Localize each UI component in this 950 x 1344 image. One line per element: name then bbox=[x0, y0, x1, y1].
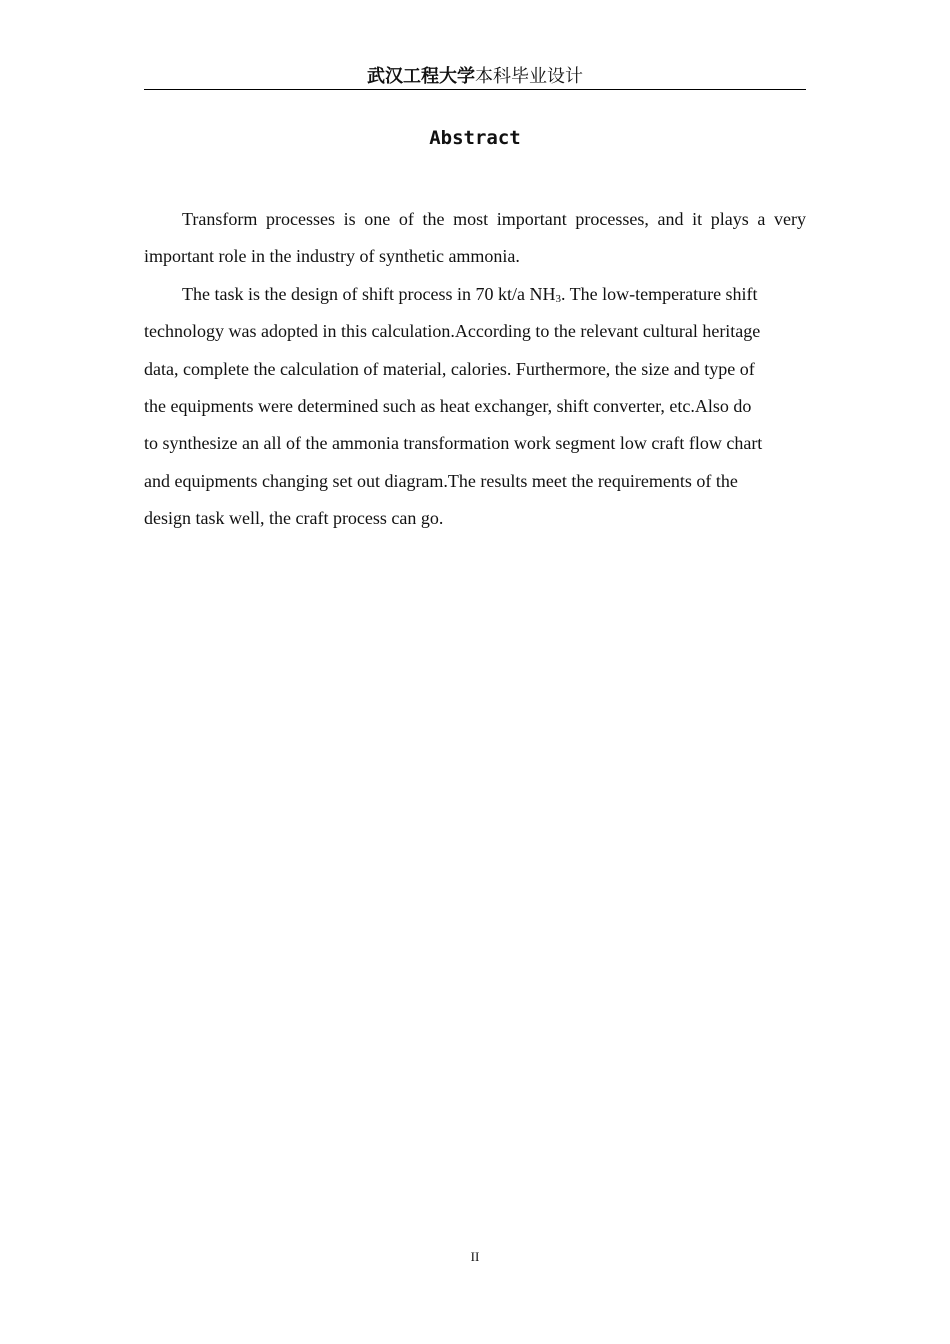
paragraph-2 bbox=[144, 276, 806, 538]
paragraph-1-line-1: Transform processes is one of the most important processes, and it plays a very bbox=[182, 209, 806, 229]
paragraph-2-line-7: design task well, the craft process can go. bbox=[144, 508, 444, 529]
paragraph-2-line-1-rest: . The low-temperature shift bbox=[560, 283, 758, 304]
nh3-subscript: 3 bbox=[555, 292, 561, 305]
paragraph-2-line-3: data, complete the calculation of material, calories. Furthermore, the size and type of bbox=[144, 358, 755, 379]
running-header bbox=[144, 64, 806, 90]
paragraph-2-line-4: the equipments were determined such as heat exchanger, shift converter, etc.Also do bbox=[144, 396, 752, 417]
paragraph-2-line-6: and equipments changing set out diagram.The results meet the requirements of the bbox=[144, 470, 738, 491]
paragraph-2-line-1-text: The task is the design of shift process in 70 kt/a NH bbox=[182, 283, 556, 304]
abstract-title: Abstract bbox=[429, 127, 521, 149]
paragraph-2-line-2: technology was adopted in this calculation.According to the relevant cultural heritage bbox=[144, 321, 761, 342]
abstract-body bbox=[144, 201, 806, 538]
paragraph-1-line-2: important role in the industry of synthetic ammonia. bbox=[144, 246, 520, 267]
paragraph-2-line-5: to synthesize an all of the ammonia transformation work segment low craft flow chart bbox=[144, 433, 763, 454]
page-number: II bbox=[470, 1249, 480, 1264]
header-university: 武汉工程大学 bbox=[367, 66, 475, 87]
paragraph-1 bbox=[144, 201, 806, 276]
header-suffix: 本科毕业设计 bbox=[475, 66, 583, 87]
paragraph-2-line-1 bbox=[144, 276, 806, 313]
